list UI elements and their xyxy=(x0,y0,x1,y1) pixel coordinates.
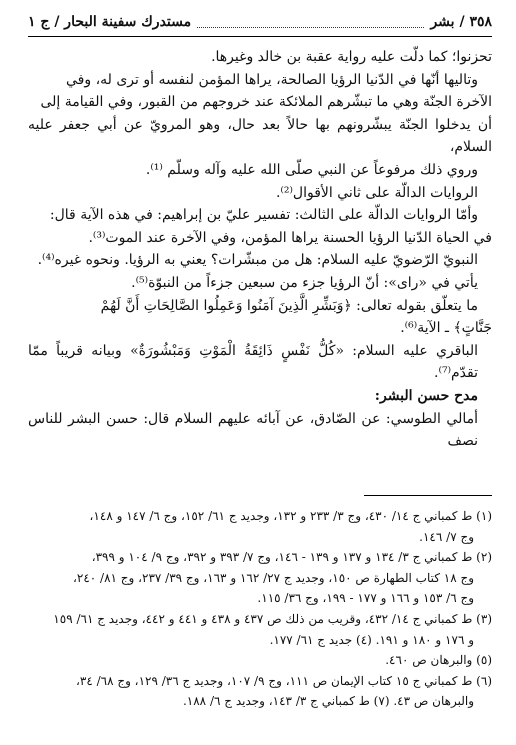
header-dot-leader xyxy=(197,17,424,28)
body-line: النبويّ الرّضويّ عليه السلام: هل من مبشّرات؟ يعني به الرؤيا. ونحوه غيره⁽⁴⁾. xyxy=(37,252,478,269)
section-heading: مدح حسن البشر: xyxy=(374,387,478,404)
footnote-line: وج ١٨ كتاب الطهارة ص ١٥٠، وجديد ج ٢٧/ ١٦٢ و ١٦٣، وج ٣٩/ ٢٣٧، وج ٨١/ ٢٤٠، xyxy=(73,570,474,585)
footnote-line: والبرهان ص ٤٣. (٧) ط كمباني ج ٣/ ١٤٣، وجديد ج ٦/ ١٨٨. xyxy=(182,694,474,709)
body-line: وروي ذلك مرفوعاً عن النبي صلّى الله عليه وآله وسلّم ⁽¹⁾. xyxy=(145,161,478,178)
footnotes xyxy=(28,506,492,712)
running-header xyxy=(28,10,492,34)
body-line: تحزنوا؛ كما دلّت عليه رواية عقبة بن خالد وغيرها. xyxy=(211,49,492,65)
footnote-line: (٣) ط كمباني ج ١٤/ ٤٣٢، وقريب من ذلك ص ٤٣٧ و ٤٣٨ و ٤٤١ و ٤٤٢، وجديد ج ٦١/ ١٥٩ xyxy=(53,611,492,626)
footnote-line: (٥) والبرهان ص ٤٦٠. xyxy=(385,653,492,668)
footnote-rule xyxy=(364,495,492,496)
body-line: يأتي في «راى»: أنّ الرؤيا جزء من سبعين جزءاً من النبوّة⁽⁵⁾. xyxy=(131,274,478,291)
footnote-line: (١) ط كمباني ج ١٤/ ٤٣٠، وج ٣/ ٢٣٣ و ١٣٢، وجديد ج ٦١/ ١٥٢، وج ٦/ ١٤٧ و ١٤٨، xyxy=(89,509,492,523)
body-line: جَنَّاتٍ﴾ ـ الآية⁽⁶⁾. xyxy=(400,320,492,337)
footnote-line: (٢) ط كمباني ج ٣/ ١٣٤ و ١٣٧ و ١٣٩ - ١٤٦، وج ٧/ ٣٩٣ و ٣٩٢، وج ٩/ ١٠٤ و ٣٩٩، xyxy=(91,550,492,565)
body-line: الباقري عليه السلام: «كُلُّ نَفْسٍ ذَائِقَةُ الْمَوْتِ وَمَبْشُورَةٌ» وبيانه قريباً ممّا تقدّم⁽⁷⁾. xyxy=(28,342,478,382)
body-line: أن يدخلوا الجنّة يبشّرونهم بها حالاً بعد حال، وهو المرويّ عن أبي جعفر عليه السلام، xyxy=(28,116,492,156)
book-title: مستدرك سفينة البحار / ج ١ xyxy=(28,14,192,30)
header-rule xyxy=(28,36,492,37)
body-line: الروايات الدالّة على ثاني الأقوال⁽²⁾. xyxy=(275,184,478,201)
body-line: ما يتعلّق بقوله تعالى: ﴿وَبَشِّرِ الَّذِينَ آمَنُوا وَعَمِلُوا الصَّالِحَاتِ أَنَّ لَهُمْ xyxy=(100,297,478,314)
footnote-line: و ١٧٦ و ١٨٠ و ١٩١. (٤) جديد ج ٦١/ ١٧٧. xyxy=(269,632,474,647)
page-number: ٣٥٨ / بشر xyxy=(430,14,492,30)
body-line: أمالي الطوسي: عن الصّادق، عن آبائه عليهم السلام قال: حسن البشر للناس نصف xyxy=(28,410,478,450)
body-line: الآخرة الجنّة وهي ما تبشّرهم الملائكة عند خروجهم من القبور، وفي القيامة إلى xyxy=(40,94,492,111)
body-line: وتاليها أنّها في الدّنيا الرؤيا الصالحة، يراها المؤمن لنفسه أو ترى له، وفي xyxy=(66,71,478,88)
body-line: وأمّا الروايات الدالّة على الثالث: تفسير عليّ بن إبراهيم: في هذه الآية قال: xyxy=(49,207,478,224)
footnote-line: وج ٦/ ١٥٣ و ١٦٦ و ١٧٧ - ١٩٩، وج ٣٦/ ١١٥. xyxy=(257,591,474,606)
main-text xyxy=(28,46,492,453)
body-line: في الحياة الدّنيا الرؤيا الحسنة يراها المؤمن، وفي الآخرة عند الموت⁽³⁾. xyxy=(88,229,492,246)
footnote-line: وج ٧/ ١٤٦. xyxy=(419,529,474,544)
footnote-line: (٦) ط كمباني ج ١٥ كتاب الإيمان ص ١١١، وج ٩/ ١٠٧، وجديد ج ٣٦/ ١٢٩، وج ٦٨/ ٣٤، xyxy=(76,673,492,688)
